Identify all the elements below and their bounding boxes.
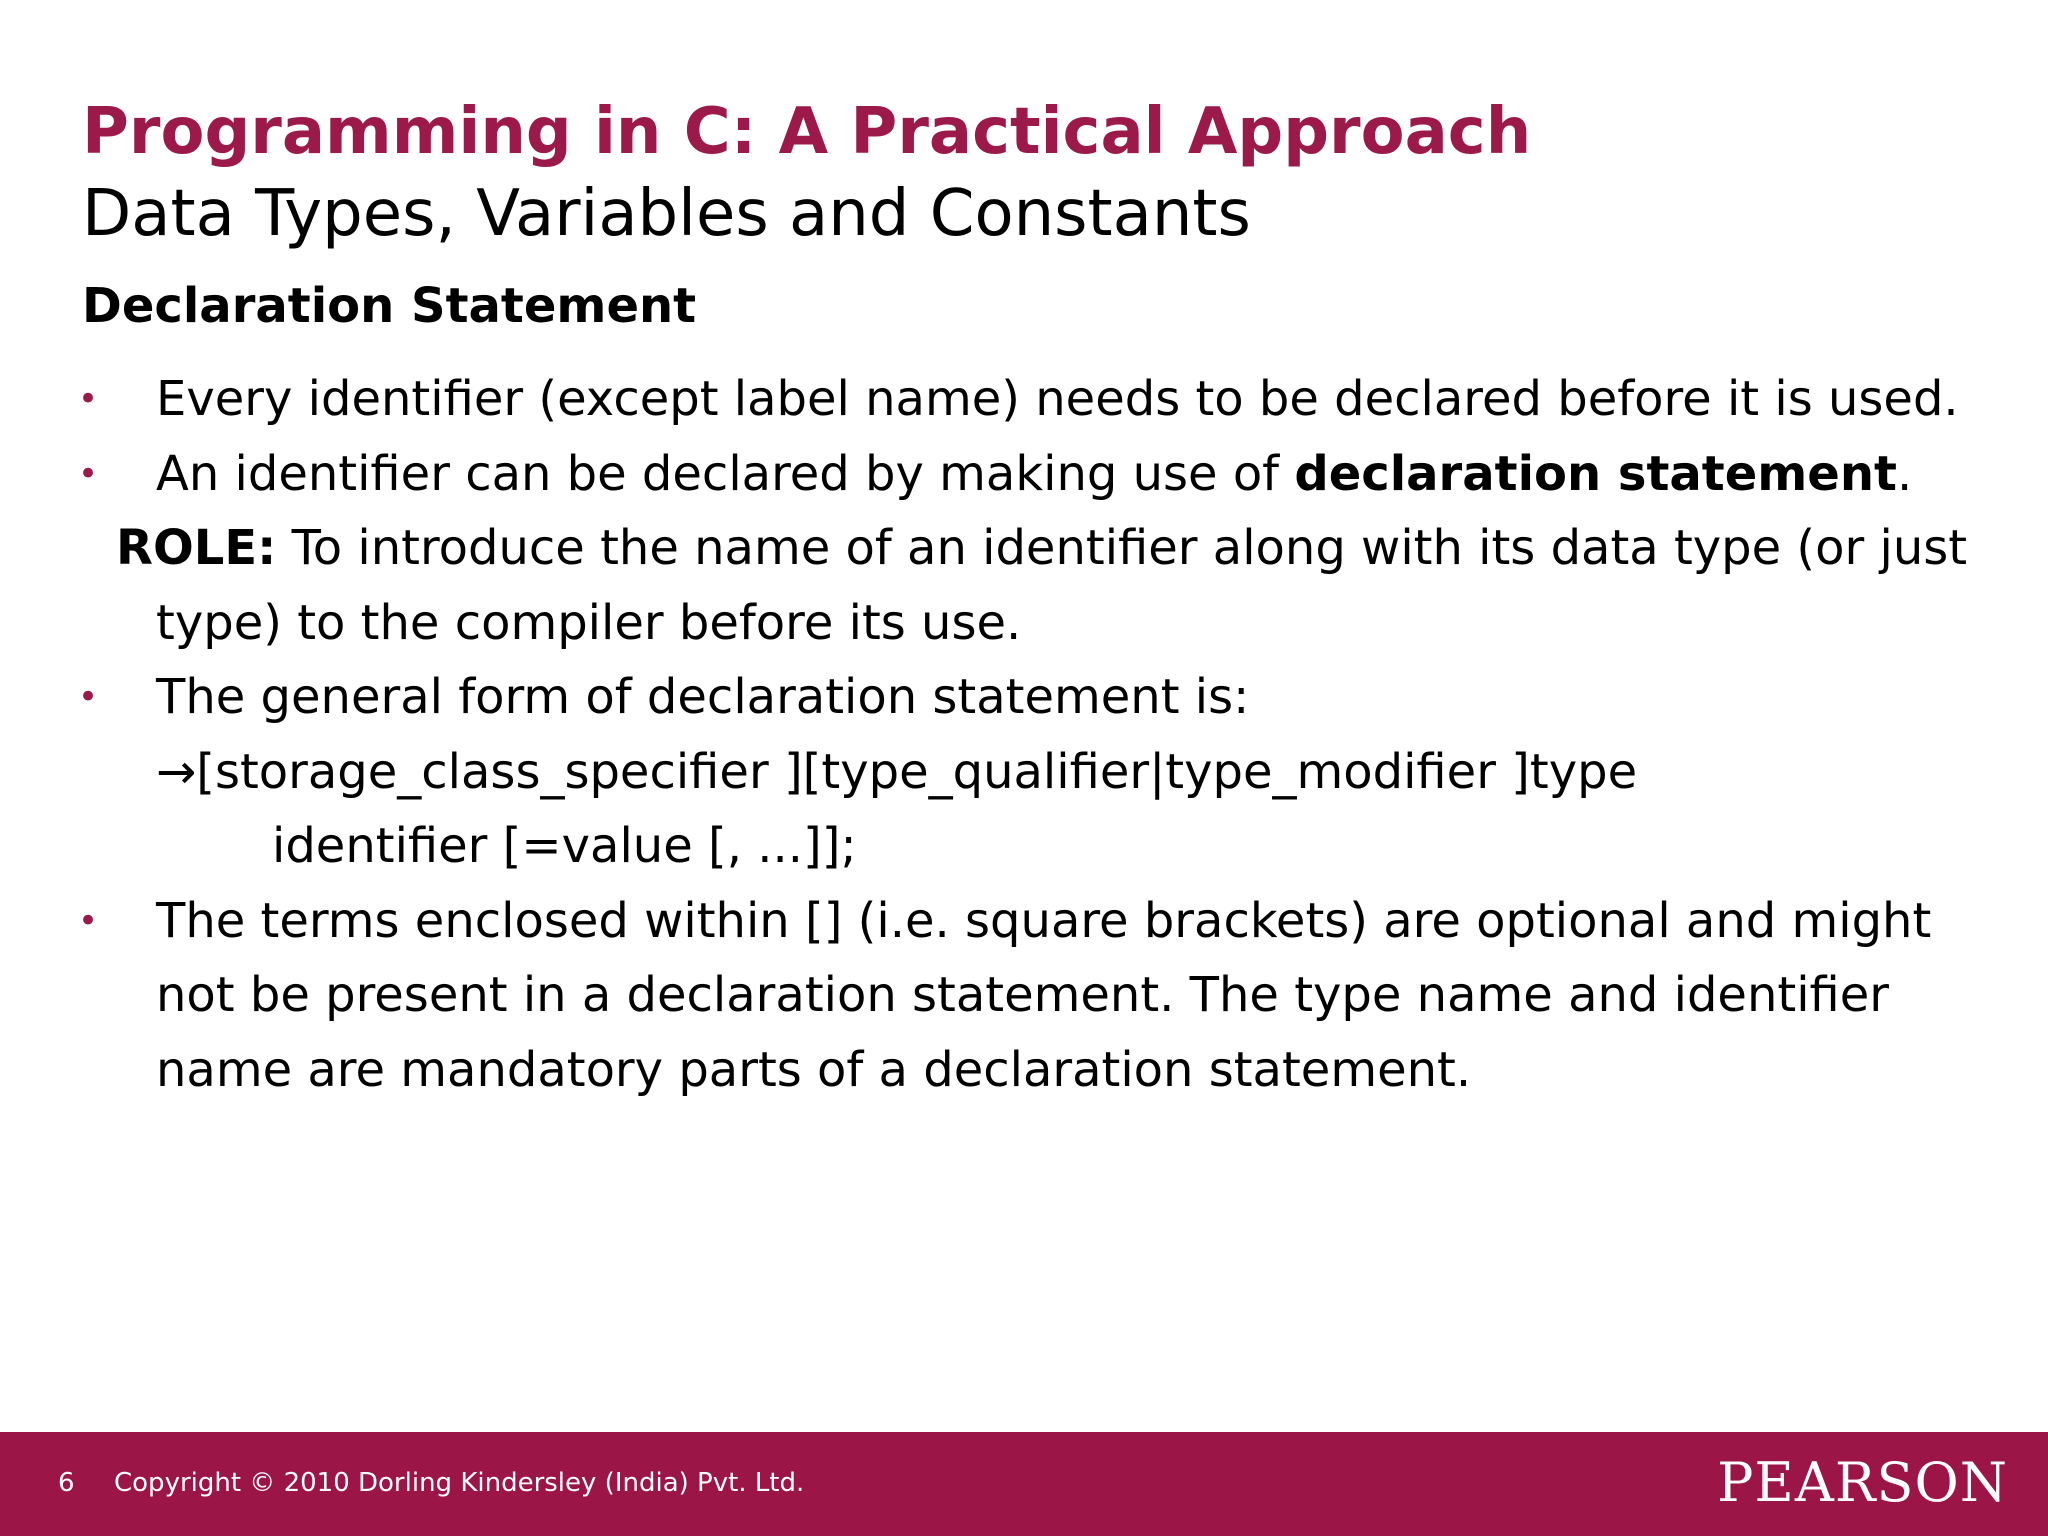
bullet-icon: • (78, 677, 99, 717)
slide-body (0, 362, 2048, 1107)
page-number: 6 (58, 1468, 75, 1498)
copyright-notice: Copyright © 2010 Dorling Kindersley (India) Pvt. Ltd. (114, 1468, 805, 1498)
role-label: ROLE: (116, 520, 277, 576)
bullet-item (0, 437, 2048, 512)
footer-bar (0, 1432, 2048, 1536)
bullet-icon: • (78, 453, 99, 494)
pearson-logo: PEARSON (1717, 1451, 2008, 1514)
bullet-text: The terms enclosed within [] (i.e. square brackets) are optional and might not be present in a declaration statement. The type name and identifier name are mandatory parts of a declaration statement. (156, 892, 1932, 1098)
bullet-item (0, 660, 2048, 735)
general-form-line-2: identifier [=value [, ...]]; (272, 818, 857, 874)
general-form-line-1 (0, 735, 2048, 810)
role-text: To introduce the name of an identifier along with its data type (or just type) to the compiler before its use. (156, 520, 1968, 651)
role-paragraph (0, 511, 2048, 660)
bullet-bold-term: declaration statement (1294, 445, 1897, 502)
bullet-item (0, 362, 2048, 437)
slide-title: Programming in C: A Practical Approach (82, 95, 1532, 169)
slide-subtitle: Data Types, Variables and Constants (82, 177, 1251, 251)
general-form-syntax: [storage_class_specifier ][type_qualifier|type_modifier ]type (196, 743, 1638, 800)
bullet-text: The general form of declaration statement is: (156, 669, 1250, 725)
arrow-icon: → (156, 743, 197, 800)
bullet-text: Every identifier (except label name) needs to be declared before it is used. (156, 371, 1959, 427)
bullet-item (0, 884, 2048, 1108)
section-heading: Declaration Statement (82, 278, 697, 334)
bullet-text-start: An identifier can be declared by making use of (156, 445, 1295, 502)
bullet-icon: • (78, 379, 99, 419)
bullet-text-end: . (1896, 445, 1913, 502)
bullet-icon: • (78, 900, 99, 941)
